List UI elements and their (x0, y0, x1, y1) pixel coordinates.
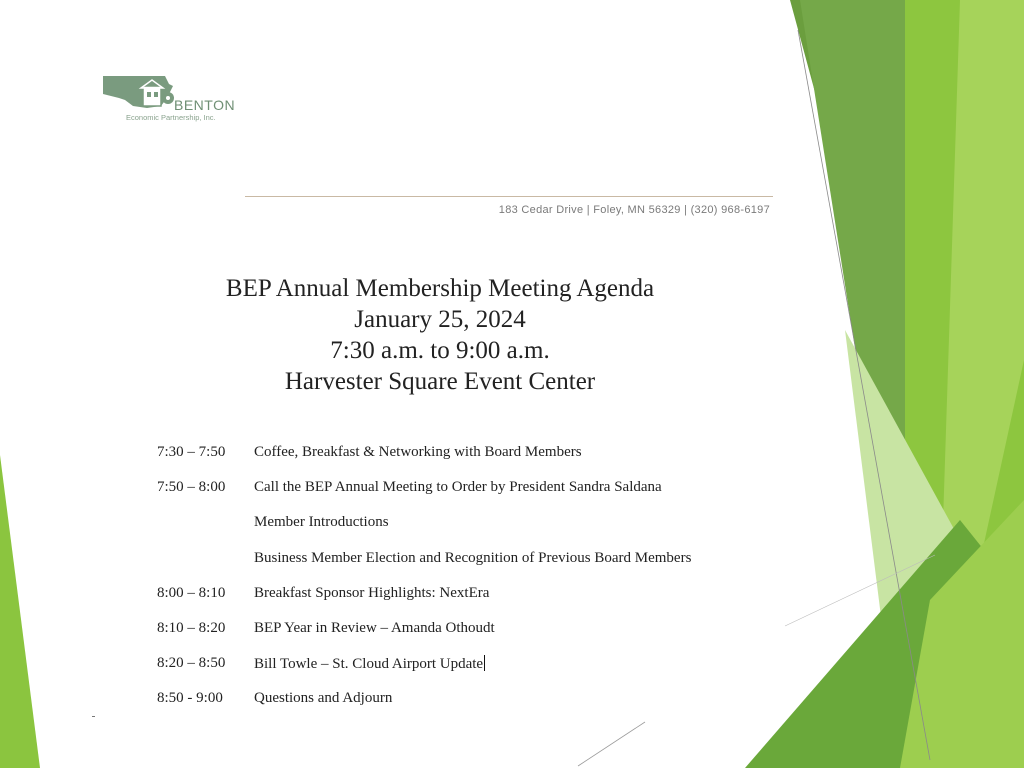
green-wedge-left (0, 455, 40, 768)
text-cursor (484, 655, 485, 671)
agenda-item: Questions and Adjourn (254, 690, 393, 707)
agenda-item: BEP Year in Review – Amanda Othoudt (254, 619, 495, 636)
gear-hole (166, 96, 170, 100)
agenda-row (157, 690, 757, 725)
header-divider (245, 196, 773, 197)
agenda-item: Member Introductions (254, 514, 389, 531)
logo-state-shape (103, 76, 173, 108)
meeting-date: January 25, 2024 (354, 306, 526, 333)
agenda-item: Business Member Election and Recognition of Previous Board Members (254, 549, 692, 566)
agenda-item: Coffee, Breakfast & Networking with Board Members (254, 444, 582, 460)
meeting-time: 7:30 a.m. to 9:00 a.m. (330, 337, 550, 364)
agenda-item: Call the BEP Annual Meeting to Order by President Sandra Saldana (254, 479, 662, 496)
agenda-time: 8:50 - 9:00 (157, 690, 223, 707)
agenda-item-text: Bill Towle – St. Cloud Airport Update (254, 656, 484, 673)
stray-mark (92, 716, 95, 717)
agenda-time: 8:00 – 8:10 (157, 584, 226, 601)
agenda-row (157, 655, 757, 690)
agenda-item-editable[interactable] (254, 655, 485, 673)
agenda-row (157, 479, 757, 514)
agenda-time: 7:50 – 8:00 (157, 479, 226, 496)
agenda-time: 8:10 – 8:20 (157, 619, 226, 636)
agenda-row (157, 514, 757, 549)
agenda-row (157, 550, 757, 585)
agenda-time: 8:20 – 8:50 (157, 655, 226, 672)
logo-name: BENTON (174, 97, 236, 113)
logo-subtitle: Economic Partnership, Inc. (126, 113, 216, 122)
header-address: 183 Cedar Drive | Foley, MN 56329 | (320) 968-6197 (498, 204, 770, 216)
agenda-row (157, 444, 757, 479)
agenda-title-block (140, 273, 740, 397)
agenda-list (157, 444, 757, 726)
agenda-row (157, 585, 757, 620)
logo-window (154, 92, 158, 97)
logo-building (143, 86, 161, 106)
agenda-row (157, 620, 757, 655)
agenda-time: 7:30 – 7:50 (157, 444, 226, 460)
agenda-item: Breakfast Sponsor Highlights: NextEra (254, 584, 490, 601)
agenda-title: BEP Annual Membership Meeting Agenda (225, 275, 655, 302)
meeting-location: Harvester Square Event Center (284, 368, 596, 395)
thin-line-bottom (578, 722, 645, 766)
logo-window (147, 92, 151, 97)
